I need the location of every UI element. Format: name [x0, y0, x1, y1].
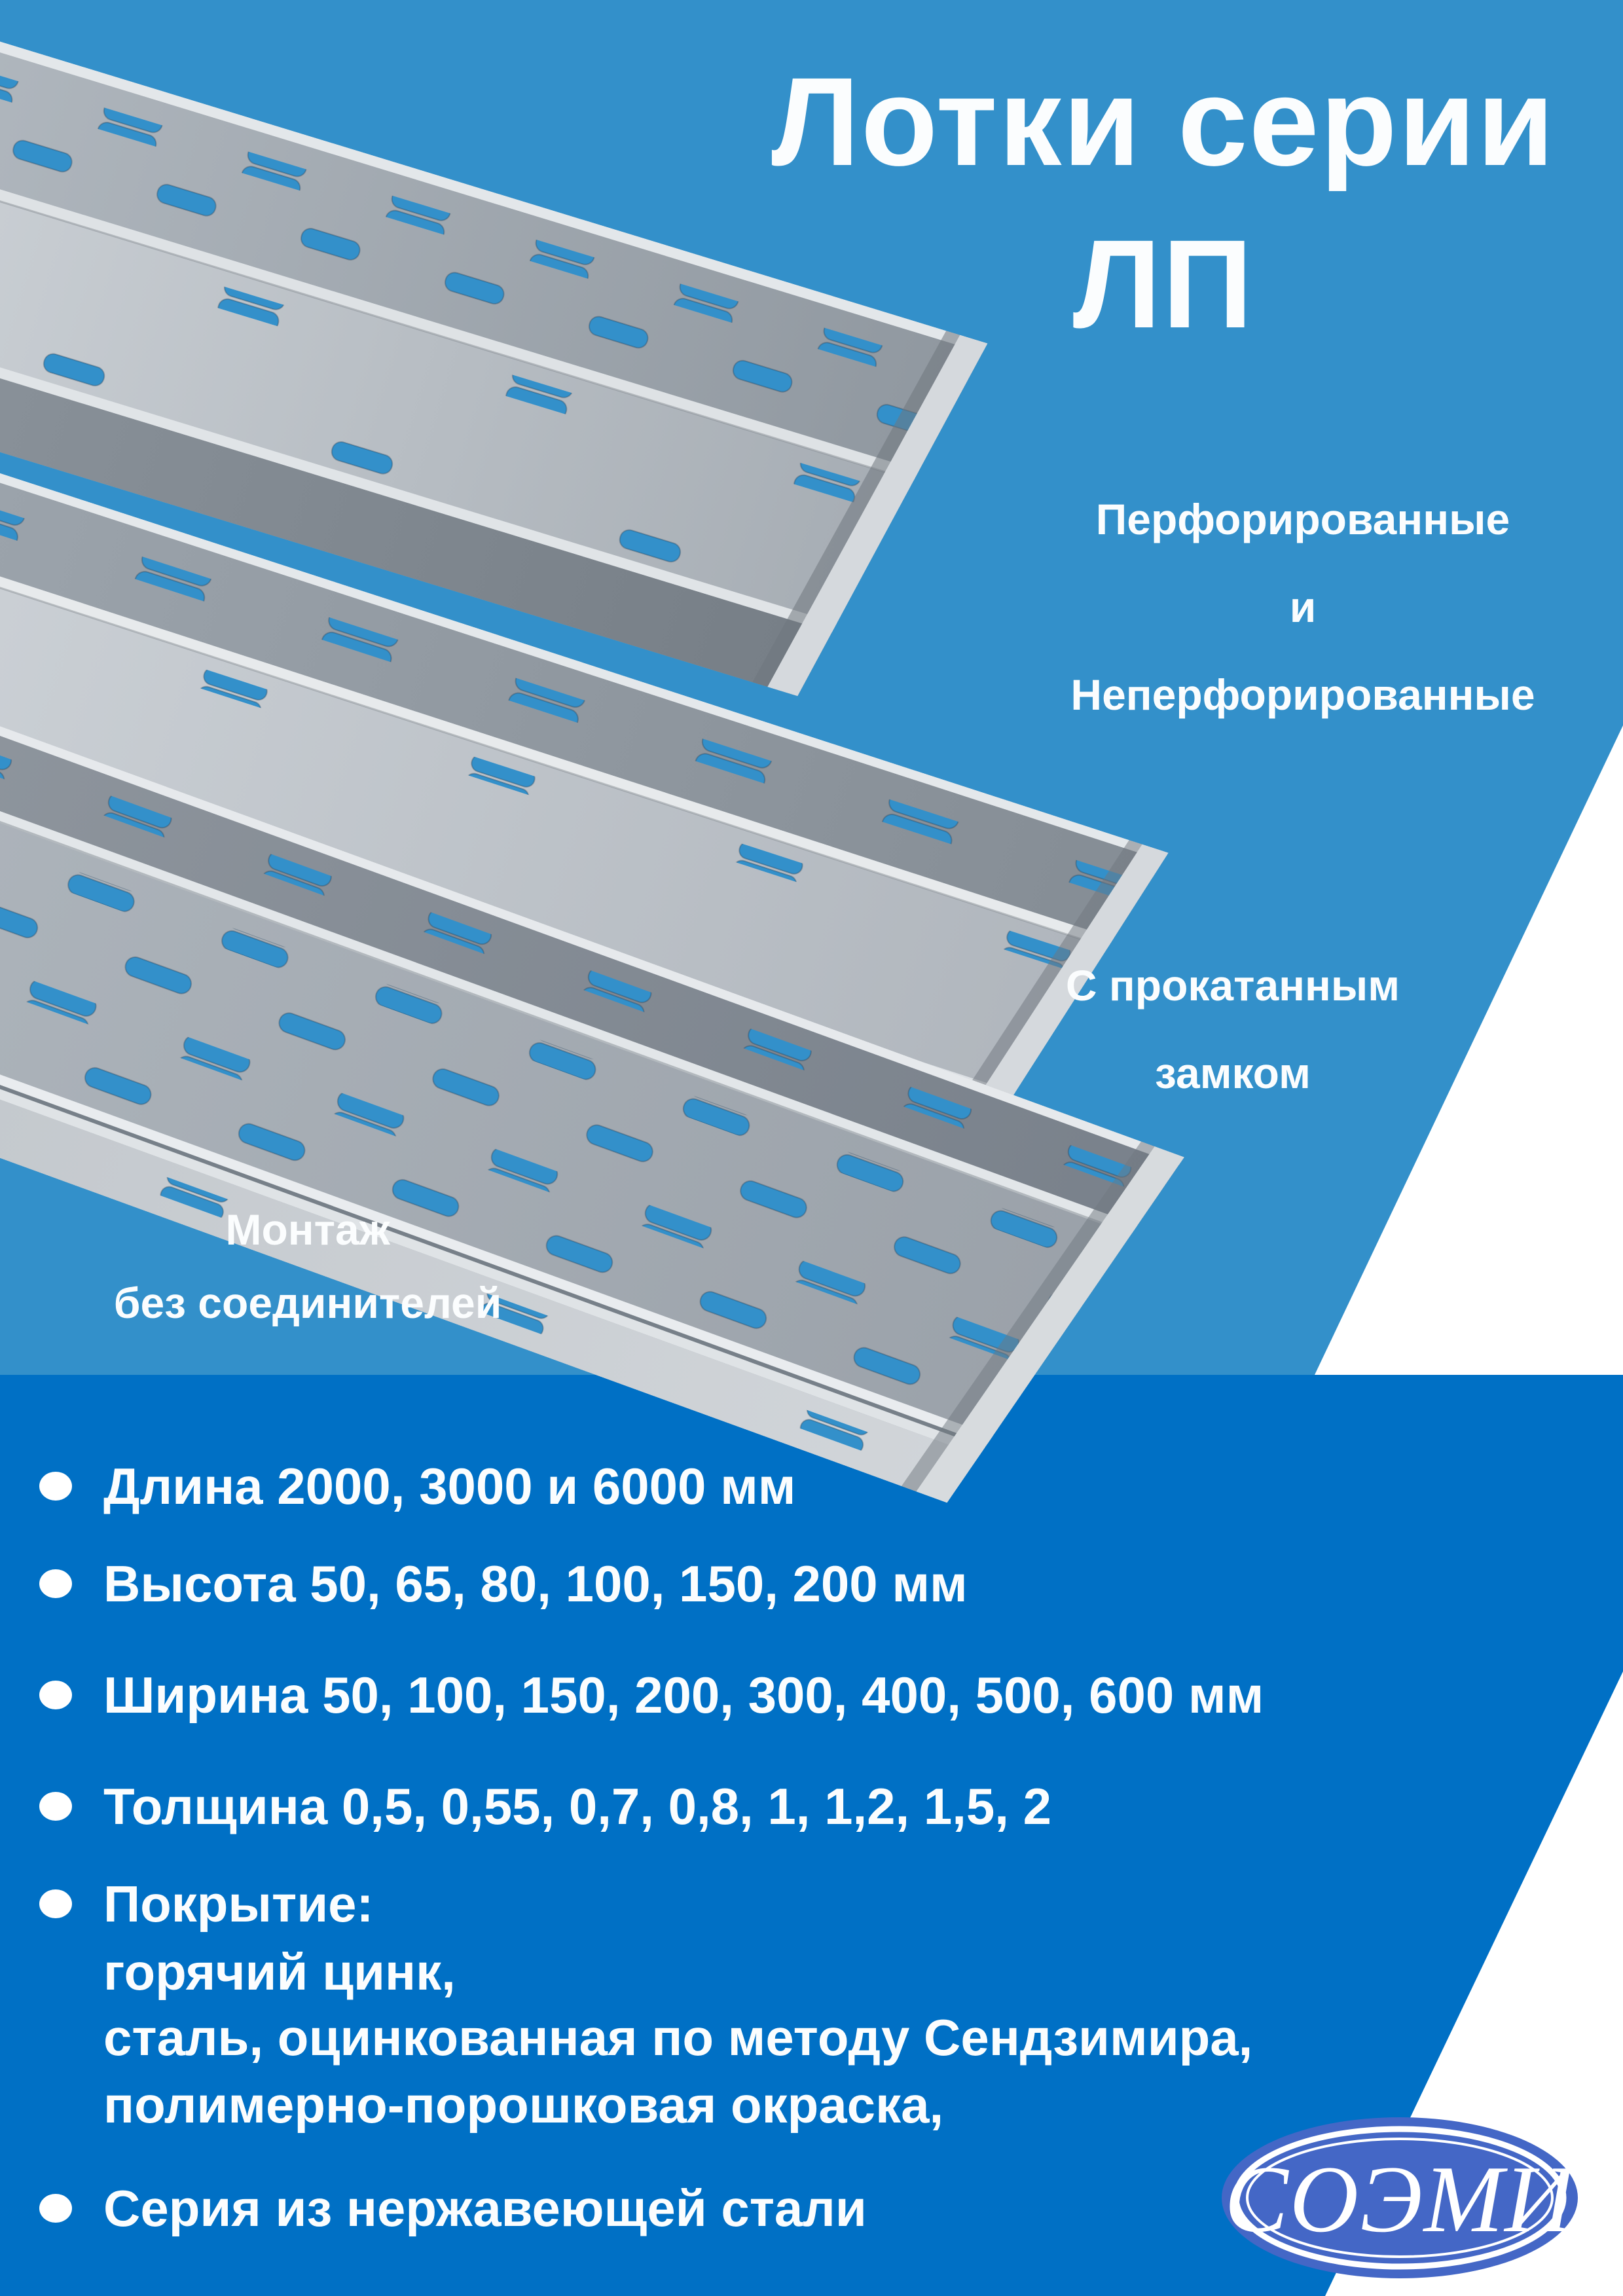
bullet-dot-icon — [39, 1472, 72, 1501]
label-mounting-line2: без соединителей — [113, 1279, 502, 1327]
page-title — [704, 41, 1623, 365]
page-title-line1: Лотки серии — [771, 51, 1556, 192]
page-title-line2: ЛП — [1072, 213, 1254, 354]
bullet-dot-icon — [39, 1792, 72, 1821]
spec-item-text: Покрытие: — [103, 1875, 374, 1933]
bullet-dot-icon — [39, 1569, 72, 1598]
label-perforated-line3: Неперфорированные — [1070, 670, 1535, 719]
label-mounting-line1: Монтаж — [225, 1205, 390, 1254]
spec-item-text: полимерно-порошковая окраска, — [103, 2076, 944, 2134]
label-rolled-lock-line1: С прокатанным — [1065, 961, 1400, 1010]
label-perforated-line2: и — [1289, 583, 1317, 631]
spec-item-coating-sendzimir — [0, 2001, 1623, 2073]
bullet-dot-icon — [39, 1681, 72, 1709]
bullet-dot-icon — [39, 1889, 72, 1918]
label-perforated-line1: Перфорированные — [1095, 495, 1510, 543]
label-rolled-lock-line2: замком — [1155, 1049, 1311, 1097]
label-mounting — [0, 1193, 615, 1339]
bullet-dot-icon — [39, 2194, 72, 2223]
label-perforated — [969, 475, 1623, 738]
spec-item-text: Серия из нержавеющей стали — [103, 2179, 867, 2237]
spec-item-thickness — [0, 1770, 1623, 1842]
soemi-logo — [1218, 2115, 1582, 2281]
spec-item-width — [0, 1659, 1623, 1731]
spec-item-text: Ширина 50, 100, 150, 200, 300, 400, 500, 600 мм — [103, 1666, 1264, 1724]
soemi-logo-text: СОЭМИ — [1224, 2146, 1575, 2252]
spec-item-text: Толщина 0,5, 0,55, 0,7, 0,8, 1, 1,2, 1,5, 2 — [103, 1777, 1052, 1835]
spec-item-coating-zinc — [0, 1936, 1623, 2008]
spec-item-coating — [0, 1868, 1623, 1940]
spec-item-text: горячий цинк, — [103, 1943, 456, 2001]
spec-item-height — [0, 1548, 1623, 1620]
spec-item-text: Высота 50, 65, 80, 100, 150, 200 мм — [103, 1555, 968, 1613]
spec-item-text: Длина 2000, 3000 и 6000 мм — [103, 1457, 796, 1515]
spec-item-length — [0, 1450, 1623, 1522]
label-rolled-lock — [905, 941, 1560, 1117]
spec-item-text: сталь, оцинкованная по методу Сендзимира, — [103, 2009, 1253, 2066]
